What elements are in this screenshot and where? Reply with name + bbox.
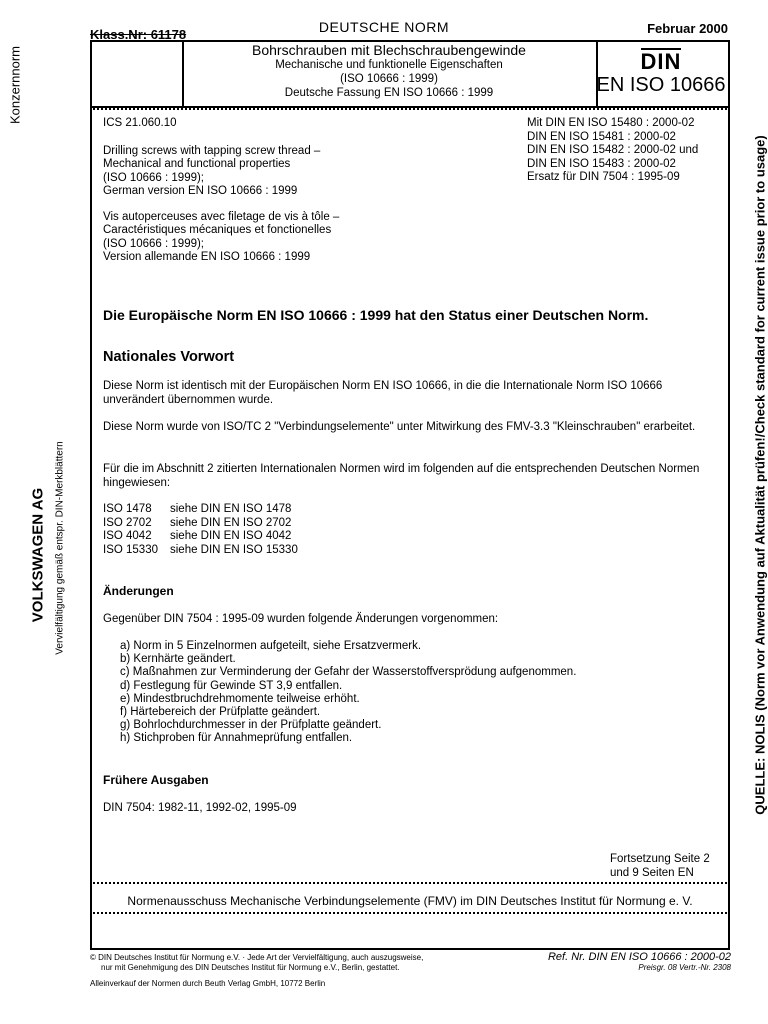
dotted-divider-committee-bottom	[90, 912, 730, 914]
committee-line: Normenausschuss Mechanische Verbindungselemente (FMV) im DIN Deutsches Institut für Normung e. V.	[127, 894, 693, 908]
document-subtitle-2: (ISO 10666 : 1999)	[340, 73, 438, 85]
quelle-notice: QUELLE: NOLIS (Norm vor Anwendung auf Aktualität prüfen!/Check standard for current issue prior to usage)	[752, 135, 768, 815]
fruehere-ausgaben: DIN 7504: 1982-11, 1992-02, 1995-09	[103, 802, 297, 814]
deutsche-norm-label: DEUTSCHE NORM	[318, 19, 450, 35]
reference-row: ISO 15330 siehe DIN EN ISO 15330	[103, 543, 298, 556]
price-group: Preisgr. 08 Vertr.-Nr. 2308	[638, 963, 731, 972]
din-logo: DIN	[640, 49, 682, 74]
dotted-divider-committee-top	[90, 882, 730, 884]
aenderungen-heading: Änderungen	[103, 584, 174, 598]
copyright-notice: © DIN Deutsches Institut für Normung e.V. · Jede Art der Vervielfältigung, auch auszugsweise, nur mit Genehmigung des DIN Deutsches Institut für Normung e.V., Berlin, gestattet.	[90, 953, 424, 972]
header-left-cell	[90, 40, 184, 106]
list-item: b) Kernhärte geändert.	[120, 653, 236, 666]
reference-number-block	[548, 951, 731, 972]
english-title: Drilling screws with tapping screw thread – Mechanical and functional properties (ISO 10666 : 1999); German version EN ISO 10666 : 1999	[103, 144, 321, 197]
dotted-divider-top	[90, 108, 730, 110]
issue-date: Februar 2000	[647, 21, 728, 36]
vorwort-paragraph-2: Diese Norm wurde von ISO/TC 2 "Verbindungselemente" unter Mitwirkung des FMV-3.3 "Kleinschrauben" erarbeitet.	[103, 421, 696, 433]
fruehere-heading: Frühere Ausgaben	[103, 773, 209, 787]
reference-table	[103, 503, 298, 557]
vorwort-heading: Nationales Vorwort	[103, 349, 235, 365]
replacement-note: Mit DIN EN ISO 15480 : 2000-02 DIN EN ISO 15481 : 2000-02 DIN EN ISO 15482 : 2000-02 und DIN EN ISO 15483 : 2000-02 Ersatz für DIN 7504 : 1995-09	[527, 117, 699, 183]
document-subtitle-1: Mechanische und funktionelle Eigenschaften	[275, 59, 503, 71]
vorwort-paragraph-3: Für die im Abschnitt 2 zitierten Internationalen Normen wird im folgenden auf die entsprechenden Deutschen Normen hingewiesen:	[103, 463, 700, 489]
continuation-note: Fortsetzung Seite 2 und 9 Seiten EN	[610, 853, 710, 879]
list-item: d) Festlegung für Gewinde ST 3,9 entfallen.	[120, 679, 343, 692]
list-item: h) Stichproben für Annahmeprüfung entfallen.	[120, 732, 353, 745]
list-item: e) Mindestbruchdrehmomente teilweise erhöht.	[120, 692, 360, 705]
volkswagen-stamp	[26, 430, 76, 680]
reference-row: ISO 2702 siehe DIN EN ISO 2702	[103, 516, 292, 529]
reference-row: ISO 4042 siehe DIN EN ISO 4042	[103, 530, 292, 542]
list-item: a) Norm in 5 Einzelnormen aufgeteilt, siehe Ersatzvermerk.	[120, 640, 422, 652]
reference-row: ISO 1478 siehe DIN EN ISO 1478	[103, 503, 292, 515]
header-row	[90, 40, 730, 108]
header-norm-cell	[596, 40, 726, 106]
list-item: g) Bohrlochdurchmesser in der Prüfplatte geändert.	[120, 719, 382, 732]
list-item: f) Härtebereich der Prüfplatte geändert.	[120, 706, 321, 719]
document-subtitle-3: Deutsche Fassung EN ISO 10666 : 1999	[284, 87, 494, 99]
document-title: Bohrschrauben mit Blechschraubengewinde	[252, 42, 526, 58]
aenderungen-intro: Gegenüber DIN 7504 : 1995-09 wurden folgende Änderungen vorgenommen:	[103, 613, 499, 625]
reference-number: Ref. Nr. DIN EN ISO 10666 : 2000-02	[547, 951, 731, 963]
konzernnorm-label: Konzernnorm	[7, 45, 23, 125]
changes-list	[120, 640, 576, 746]
list-item: c) Maßnahmen zur Verminderung der Gefahr der Wasserstoffversprödung aufgenommen.	[120, 666, 577, 679]
french-title: Vis autoperceuses avec filetage de vis à tôle – Caractéristiques mécaniques et fonctionelles (ISO 10666 : 1999); Version allemande EN ISO 10666 : 1999	[103, 210, 340, 263]
ics-code: ICS 21.060.10	[103, 117, 177, 129]
vw-title: VOLKSWAGEN AG	[29, 487, 47, 623]
vw-subtitle: Vervielfältigung gemäß entspr. DIN-Merkblättern	[54, 441, 66, 655]
vorwort-paragraph-1: Diese Norm ist identisch mit der Europäischen Norm EN ISO 10666, in die die Internationale Norm ISO 10666 unverändert übernommen wurde.	[103, 380, 663, 406]
sales-notice: Alleinverkauf der Normen durch Beuth Verlag GmbH, 10772 Berlin	[90, 979, 326, 988]
norm-number: EN ISO 10666	[596, 74, 726, 96]
status-statement: Die Europäische Norm EN ISO 10666 : 1999 hat den Status einer Deutschen Norm.	[103, 307, 649, 323]
header-title-cell	[182, 40, 598, 106]
klass-number: Klass.Nr: 61178	[90, 27, 187, 42]
